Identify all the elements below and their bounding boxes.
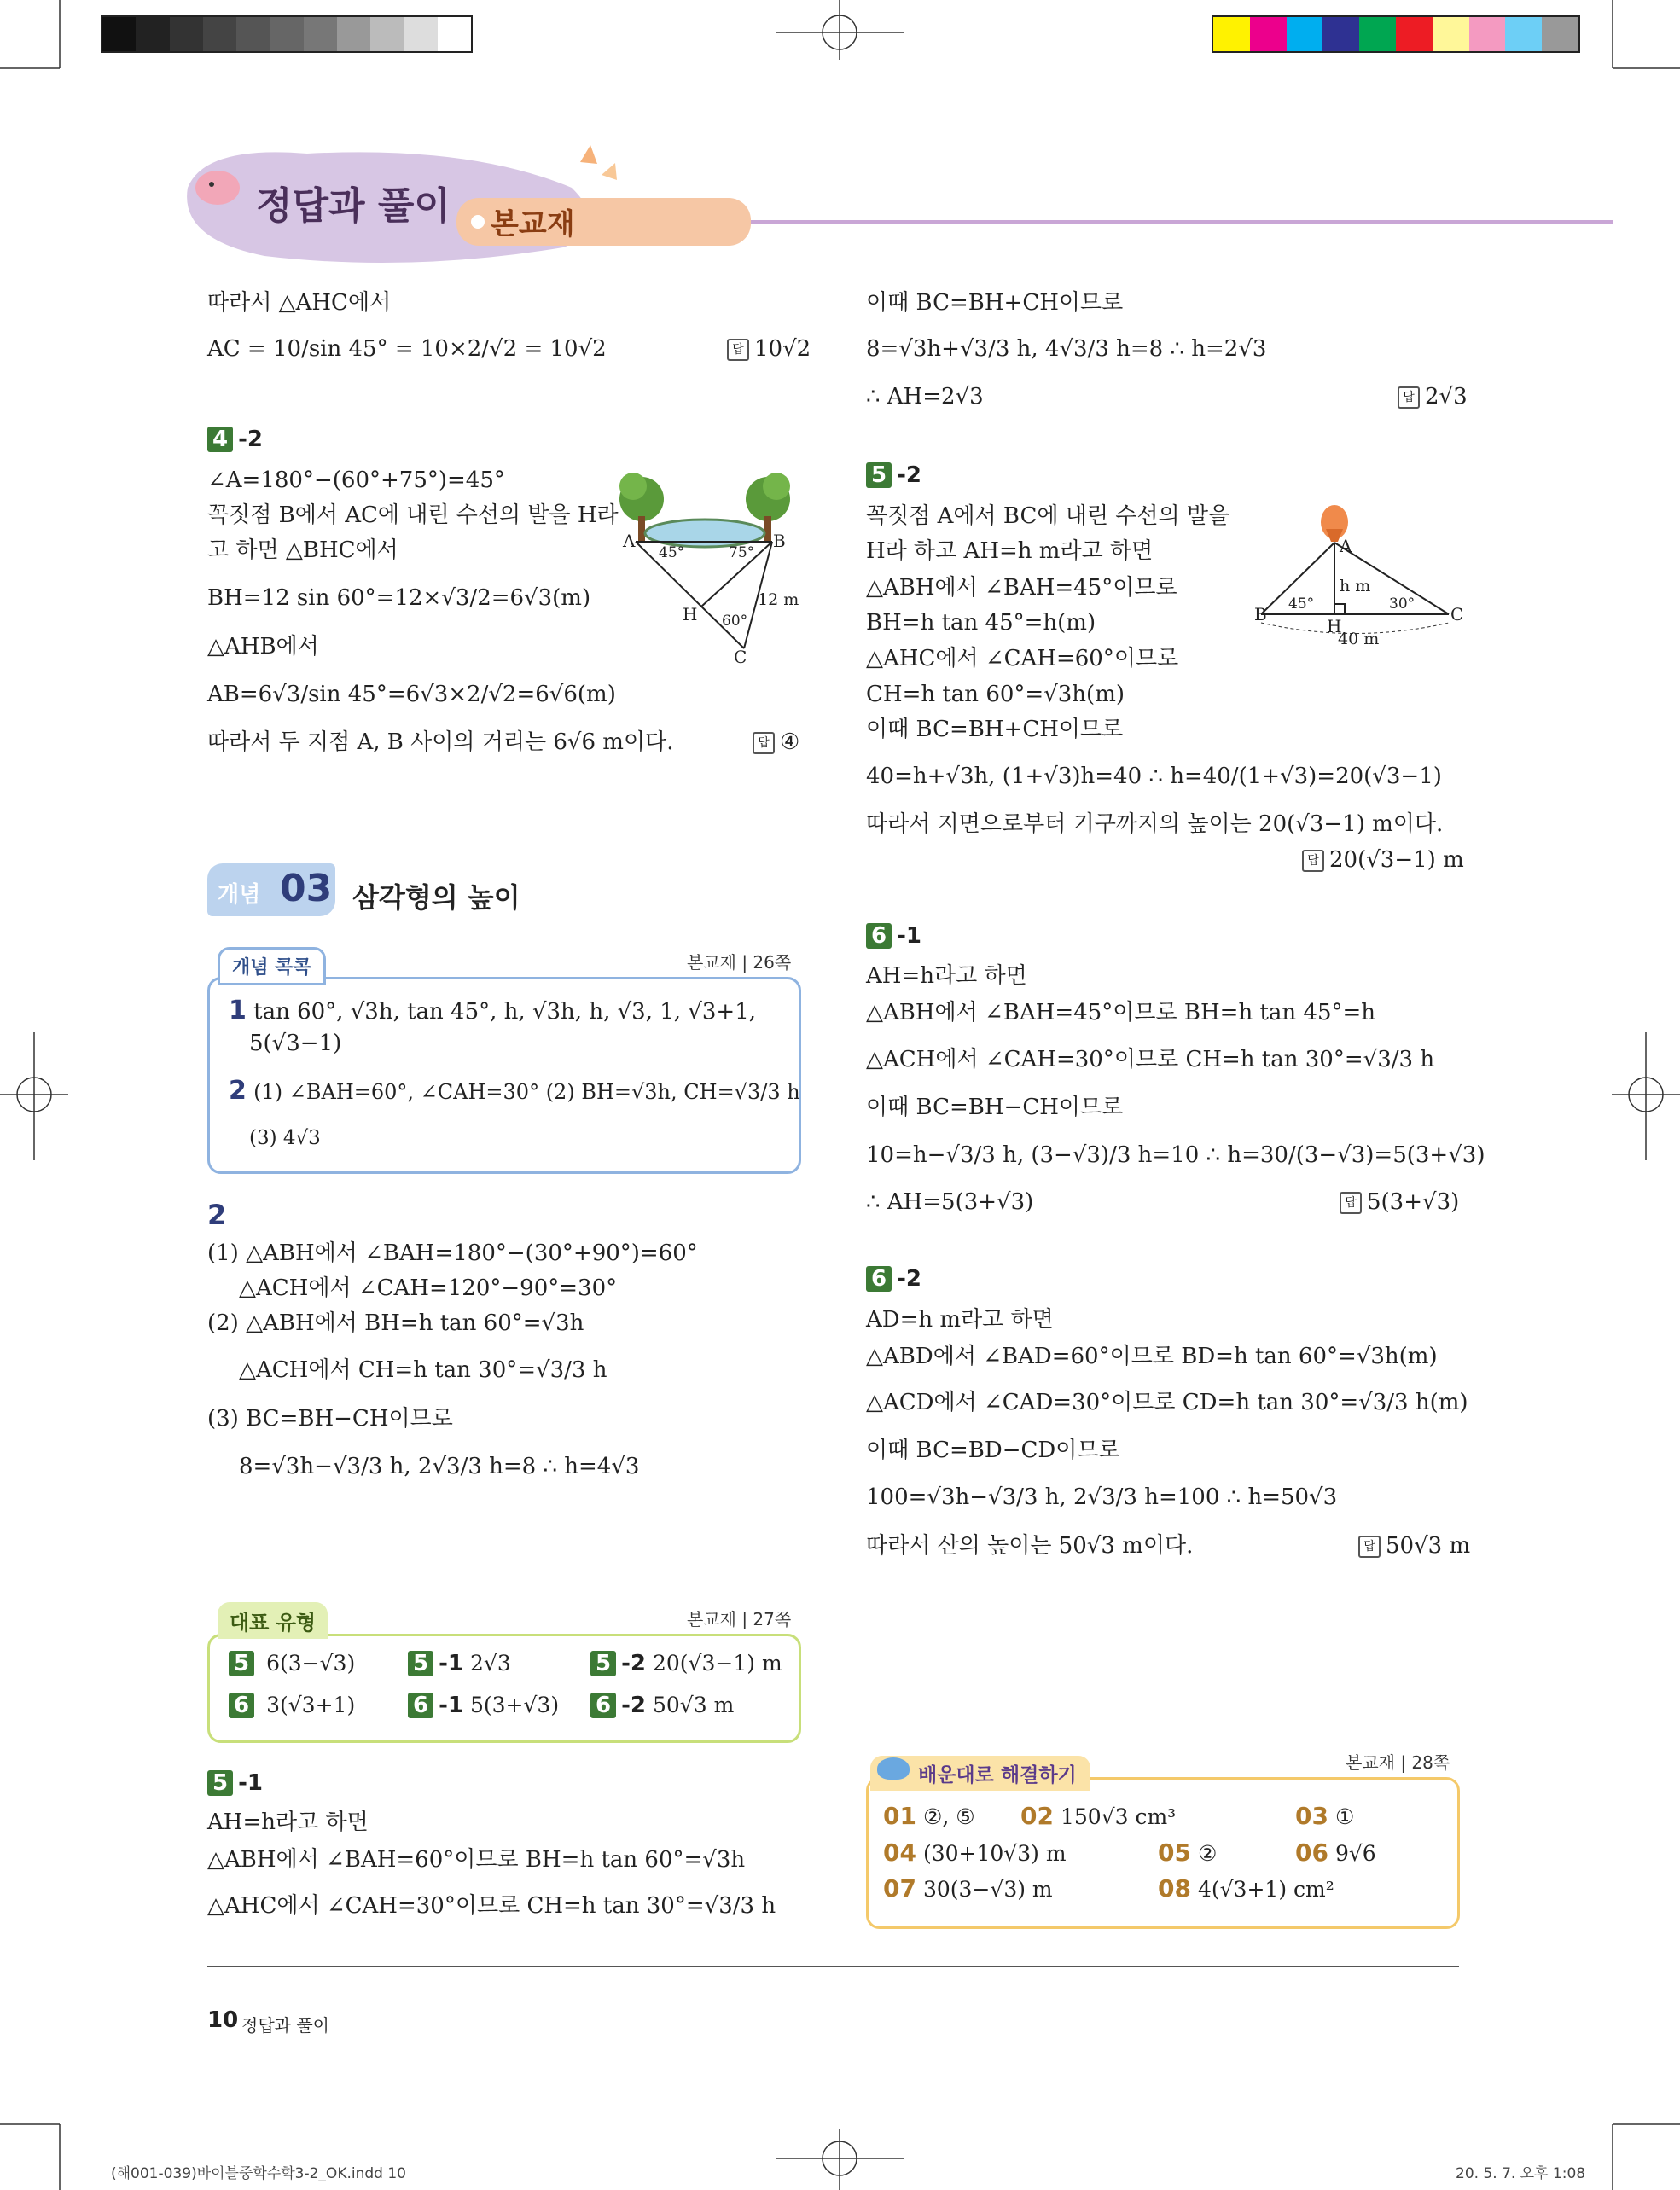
equation: △ACH에서 CH=h tan 30°=√3/3 h: [239, 1357, 607, 1383]
fig-angle: 45°: [1288, 595, 1315, 613]
equation: 100=√3h−√3/3 h, 2√3/3 h=100 ∴ h=50√3: [866, 1484, 1338, 1510]
answer-mark-icon: 답: [727, 339, 749, 361]
answer: 답 10√2: [727, 334, 811, 363]
fig-label-A: A: [1340, 536, 1352, 556]
equation: 8=√3h+√3/3 h, 4√3/3 h=8 ∴ h=2√3: [866, 336, 1267, 362]
text-line: △ABH에서 ∠BAH=45°이므로 BH=h tan 45°=h: [866, 1000, 1376, 1025]
box-label: 대표 유형: [218, 1602, 328, 1639]
text-line: (3) BC=BH−CH이므로: [207, 1406, 453, 1432]
page-reference: 본교재 | 26쪽: [687, 952, 792, 973]
text-line: AH=h라고 하면: [866, 963, 1027, 989]
page-reference: 본교재 | 27쪽: [687, 1609, 792, 1629]
answer: 답 ④: [753, 728, 799, 757]
text-line: 꼭짓점 A에서 BC에 내린 수선의 발을: [866, 503, 1230, 529]
type-answer: [408, 1651, 511, 1676]
equation: 8=√3h−√3/3 h, 2√3/3 h=8 ∴ h=4√3: [239, 1454, 640, 1479]
page-reference: 본교재 | 28쪽: [1346, 1752, 1450, 1773]
type-value: 2√3: [469, 1651, 511, 1676]
box-label: 개념 콕콕: [218, 947, 326, 985]
learn-number: 03: [1295, 1802, 1328, 1830]
answer-mark-icon: 답: [1398, 386, 1420, 409]
text-line: △ACH에서 ∠CAH=120°−90°=30°: [239, 1275, 618, 1301]
footer-label: 정답과 풀이: [241, 2015, 329, 2036]
type-number: 5: [229, 1651, 254, 1676]
fig-label-B: B: [773, 531, 786, 551]
learn-answer: [1295, 1802, 1354, 1830]
concept-title: 삼각형의 높이: [352, 881, 520, 914]
text-line: 따라서 산의 높이는 50√3 m이다.: [866, 1533, 1194, 1559]
text-line: CH=h tan 60°=√3h(m): [866, 682, 1125, 707]
learn-answer: [883, 1802, 975, 1830]
learn-answer: [1020, 1802, 1176, 1830]
text-line: ∴ AH=5(3+√3): [866, 1189, 1034, 1215]
learn-value: 9√6: [1334, 1841, 1376, 1866]
learn-value: ①: [1334, 1804, 1355, 1829]
text-line: 이때 BC=BD−CD이므로: [866, 1438, 1120, 1463]
answer-mark-icon: 답: [1340, 1192, 1362, 1214]
type-number: 5: [590, 1651, 616, 1676]
problem-label: 4 -2: [207, 427, 263, 452]
text-line: ∴ AH=2√3: [866, 384, 984, 410]
answer: 답 2√3: [1398, 382, 1468, 411]
learn-answer: [1295, 1839, 1376, 1867]
problem-label: 6 -2: [866, 1266, 921, 1292]
type-sub: -1: [439, 1693, 463, 1718]
equation: 10=h−√3/3 h, (3−√3)/3 h=10 ∴ h=30/(3−√3)=5(3+√3): [866, 1142, 1485, 1168]
answer-mark-icon: 답: [753, 732, 775, 754]
fig-label-H: H: [1327, 616, 1342, 636]
text-line: 따라서 △AHC에서: [207, 290, 392, 316]
equation: AC = 10/sin 45° = 10×2/√2 = 10√2: [207, 336, 607, 362]
equation: AB=6√3/sin 45°=6√3×2/√2=6√6(m): [207, 682, 616, 707]
page-tab: 본교재: [491, 207, 575, 241]
type-number: 6: [590, 1693, 616, 1718]
text-line: 이때 BC=BH−CH이므로: [866, 1095, 1124, 1120]
equation: 40=h+√3h, (1+√3)h=40 ∴ h=40/(1+√3)=20(√3−1): [866, 764, 1442, 789]
equation: △ACD에서 ∠CAD=30°이므로 CD=h tan 30°=√3/3 h(m): [866, 1390, 1468, 1415]
figure-balloon-triangle: [1254, 495, 1468, 648]
learn-number: 07: [883, 1874, 916, 1902]
type-answer: [408, 1693, 559, 1718]
type-answer: [229, 1651, 355, 1676]
answer-line: (3) 4√3: [249, 1127, 321, 1149]
type-value: 20(√3−1) m: [652, 1651, 782, 1676]
learn-value: (30+10√3) m: [922, 1841, 1067, 1866]
type-value: 6(3−√3): [266, 1651, 356, 1676]
figure-pond-triangle: [614, 461, 811, 674]
text-line: △ABH에서 ∠BAH=45°이므로: [866, 575, 1177, 601]
type-number: 6: [229, 1693, 254, 1718]
learn-value: ②: [1197, 1841, 1218, 1866]
learn-answer: [883, 1874, 1053, 1902]
fig-label-B: B: [1254, 604, 1267, 624]
problem-number: 2: [207, 1199, 227, 1231]
type-sub: -1: [439, 1651, 463, 1676]
text-line: AH=h라고 하면: [207, 1810, 369, 1835]
fig-angle: 45°: [659, 544, 685, 561]
text-line: 이때 BC=BH+CH이므로: [866, 717, 1124, 742]
text-line: (2) △ABH에서 BH=h tan 60°=√3h: [207, 1310, 584, 1336]
text-line: 이때 BC=BH+CH이므로: [866, 290, 1124, 316]
type-number: 6: [408, 1693, 433, 1718]
learn-number: 04: [883, 1839, 916, 1867]
fig-angle: 75°: [729, 544, 755, 561]
text-line: 꼭짓점 B에서 AC에 내린 수선의 발을 H라: [207, 502, 619, 528]
answer-mark-icon: 답: [1358, 1536, 1381, 1558]
page-title: 정답과 풀이: [256, 184, 451, 228]
text-line: △AHC에서 ∠CAH=60°이므로: [866, 646, 1179, 671]
learn-value: 150√3 cm³: [1060, 1804, 1177, 1829]
learn-answer: [883, 1839, 1067, 1867]
concept-tag: 개념: [218, 882, 261, 908]
fig-label-C: C: [734, 647, 747, 667]
fig-angle: 60°: [722, 613, 748, 630]
print-date: 20. 5. 7. 오후 1:08: [1456, 2165, 1586, 2182]
page-number: 10: [207, 2007, 239, 2033]
problem-label: 5 -1: [207, 1770, 263, 1796]
text-line: 따라서 지면으로부터 기구까지의 높이는 20(√3−1) m이다.: [866, 811, 1444, 837]
learn-number: 02: [1020, 1802, 1054, 1830]
type-value: 50√3 m: [652, 1693, 735, 1717]
learn-answer: [1158, 1874, 1334, 1902]
answer-line: 2 (1) ∠BAH=60°, ∠CAH=30° (2) BH=√3h, CH=√3/3 h: [229, 1076, 800, 1106]
answer: 답 50√3 m: [1358, 1531, 1470, 1560]
equation: BH=12 sin 60°=12×√3/2=6√3(m): [207, 585, 591, 611]
type-answer: [590, 1693, 734, 1718]
whale-icon: [877, 1757, 910, 1780]
fig-length: 12 m: [758, 590, 799, 609]
fig-label-C: C: [1450, 604, 1464, 624]
answer-line: 5(√3−1): [249, 1031, 342, 1056]
file-info: (해001-039)바이블중학수학3-2_OK.indd 10: [111, 2165, 406, 2182]
box-label: 배운대로 해결하기: [870, 1756, 1090, 1791]
text-line: H라 하고 AH=h m라고 하면: [866, 538, 1154, 564]
fig-height: h m: [1340, 577, 1371, 595]
text-line: AD=h m라고 하면: [866, 1307, 1054, 1333]
type-number: 5: [408, 1651, 433, 1676]
text-line: (1) △ABH에서 ∠BAH=180°−(30°+90°)=60°: [207, 1240, 698, 1266]
problem-label: 5 -2: [866, 462, 921, 488]
learn-number: 08: [1158, 1874, 1191, 1902]
fig-length: 40 m: [1338, 630, 1380, 648]
concept-number: 03: [280, 867, 333, 910]
footer-rule: [207, 1966, 1459, 1967]
learn-number: 05: [1158, 1839, 1191, 1867]
text-line: 고 하면 △BHC에서: [207, 537, 398, 563]
type-value: 5(3+√3): [469, 1693, 560, 1717]
type-value: 3(√3+1): [266, 1693, 356, 1717]
problem-label: 6 -1: [866, 923, 921, 949]
equation: △AHC에서 ∠CAH=30°이므로 CH=h tan 30°=√3/3 h: [207, 1893, 776, 1919]
text-line: 따라서 두 지점 A, B 사이의 거리는 6√6 m이다.: [207, 729, 674, 755]
text-line: △ABD에서 ∠BAD=60°이므로 BD=h tan 60°=√3h(m): [866, 1344, 1438, 1369]
type-sub: -2: [621, 1651, 646, 1676]
text-line: △AHB에서: [207, 634, 319, 659]
learn-value: 4(√3+1) cm²: [1197, 1877, 1334, 1902]
answer-mark-icon: 답: [1302, 850, 1324, 872]
text-line: BH=h tan 45°=h(m): [866, 610, 1096, 636]
text-line: ∠A=180°−(60°+75°)=45°: [207, 468, 505, 493]
learn-value: ②, ⑤: [922, 1804, 975, 1829]
fig-label-A: A: [623, 531, 636, 551]
type-answer: [229, 1693, 355, 1718]
equation: △ACH에서 ∠CAH=30°이므로 CH=h tan 30°=√3/3 h: [866, 1047, 1435, 1072]
type-sub: -2: [621, 1693, 646, 1718]
learn-number: 06: [1295, 1839, 1328, 1867]
fig-label-H: H: [683, 604, 698, 624]
text-line: △ABH에서 ∠BAH=60°이므로 BH=h tan 60°=√3h: [207, 1847, 746, 1873]
fig-angle: 30°: [1389, 595, 1416, 613]
learn-answer: [1158, 1839, 1217, 1867]
learn-number: 01: [883, 1802, 916, 1830]
learn-value: 30(3−√3) m: [922, 1877, 1053, 1902]
answer-line: 1 tan 60°, √3h, tan 45°, h, √3h, h, √3, 1, √3+1,: [229, 996, 757, 1025]
answer: 답 20(√3−1) m: [1302, 845, 1464, 874]
answer: 답 5(3+√3): [1340, 1188, 1459, 1217]
type-answer: [590, 1651, 782, 1676]
